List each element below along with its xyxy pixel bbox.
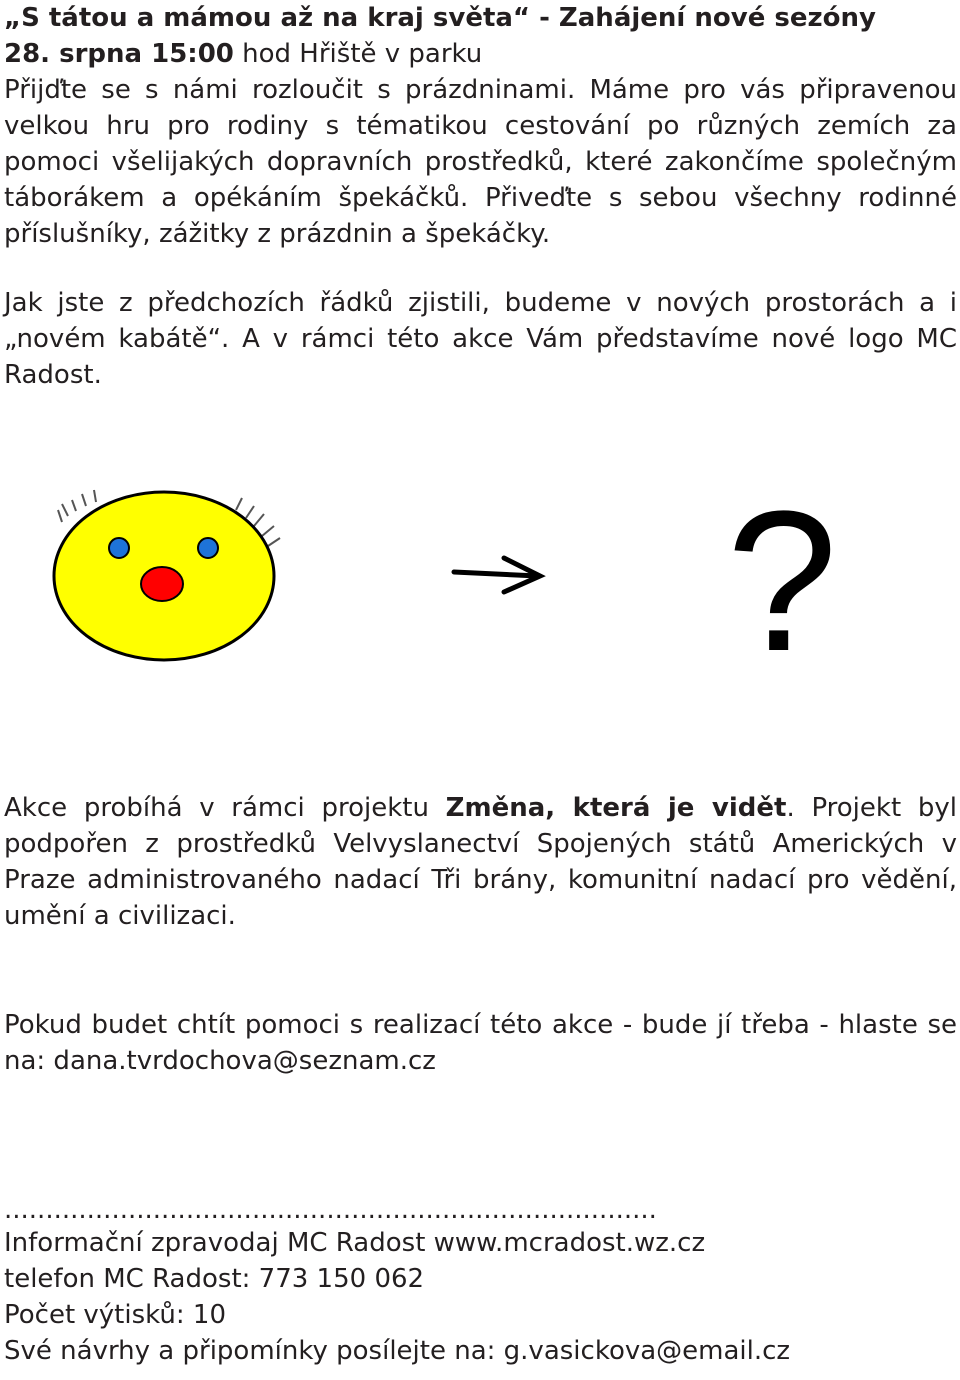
logo-illustration: [0, 480, 960, 680]
logo-note: [4, 285, 957, 393]
paragraph-line: Jak jste z předchozích řádků zjistili, budeme v nových prostorách a i: [4, 288, 957, 318]
paragraph-line: táborákem a opékáním špekáčků. Přiveďte s sebou všechny rodinné: [4, 183, 957, 213]
event-place: hod Hřiště v parku: [233, 39, 483, 69]
project-section: [4, 790, 957, 934]
event-section: [4, 0, 957, 252]
footer-info: Informační zpravodaj MC Radost www.mcradost.wz.cz: [4, 1228, 706, 1258]
footer-suggestions: Své návrhy a připomínky posílejte na: g.vasickova@email.cz: [4, 1336, 791, 1366]
event-date: 28. srpna 15:00: [4, 39, 234, 69]
paragraph-line: na: dana.tvrdochova@seznam.cz: [4, 1046, 436, 1076]
event-description: [4, 72, 957, 252]
event-title: „S tátou a mámou až na kraj světa“ - Zahájení nové sezóny: [4, 3, 876, 33]
question-mark-icon: ?: [726, 480, 838, 680]
footer-copies: Počet výtisků: 10: [4, 1300, 226, 1330]
paragraph-line: Praze administrovaného nadací Tři brány, komunitní nadací pro vědění,: [4, 865, 957, 895]
paragraph-line: pomoci všelijakých dopravních prostředků, které zakončíme společným: [4, 147, 957, 177]
paragraph-line: velkou hru pro rodiny s tématikou cestování po různých zemích za: [4, 111, 957, 141]
paragraph-line: Pokud budet chtít pomoci s realizací této akce - bude jí třeba - hlaste se: [4, 1010, 957, 1040]
project-suffix: . Projekt byl: [786, 793, 957, 823]
paragraph-line: podpořen z prostředků Velvyslanectví Spojených států Amerických v: [4, 829, 957, 859]
paragraph-line: Radost.: [4, 360, 102, 390]
paragraph-line: [4, 790, 957, 826]
project-prefix: Akce probíhá v rámci projektu: [4, 793, 446, 823]
smiley-face-icon: [54, 490, 280, 660]
arrow-right-icon: [454, 558, 540, 592]
event-date-line: [4, 36, 957, 72]
footer-divider: ...............................................................................: [4, 1195, 657, 1225]
paragraph-line: „novém kabátě“. A v rámci této akce Vám představíme nové logo MC: [4, 324, 957, 354]
paragraph-line: příslušníky, zážitky z prázdnin a špekáčky.: [4, 219, 551, 249]
footer: [4, 1195, 957, 1369]
project-name: Změna, která je vidět: [445, 793, 787, 823]
paragraph-line: Přijďte se s námi rozloučit s prázdninami. Máme pro vás připravenou: [4, 75, 957, 105]
footer-phone: telefon MC Radost: 773 150 062: [4, 1264, 425, 1294]
logo-illustration-svg: [0, 480, 960, 680]
help-section: [4, 1007, 957, 1079]
paragraph-line: umění a civilizaci.: [4, 901, 236, 931]
